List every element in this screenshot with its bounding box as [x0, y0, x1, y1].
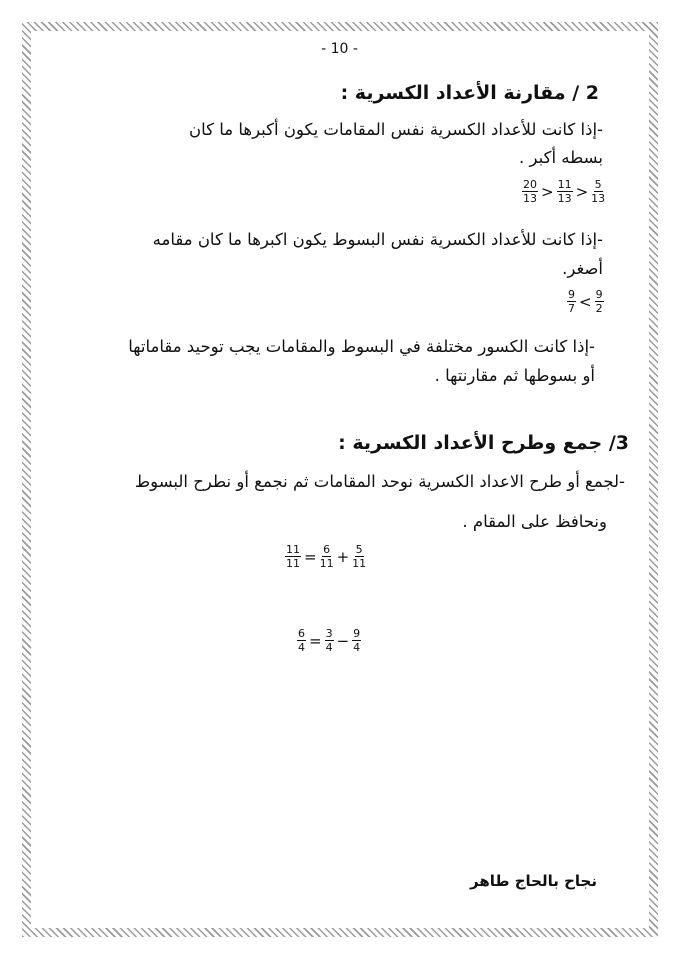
numerator: 5: [355, 543, 363, 556]
fraction: [352, 627, 361, 654]
fraction: [297, 627, 306, 654]
numerator: 9: [353, 627, 361, 640]
numerator: 11: [286, 543, 300, 556]
section2-rule3-line1: -إذا كانت الكسور مختلفة في البسوط والمقامات يجب توحيد مقاماتها: [128, 337, 595, 356]
fraction: [522, 178, 538, 205]
fraction: [595, 288, 604, 315]
denominator: 11: [286, 557, 300, 570]
numerator: 6: [298, 627, 305, 640]
denominator: 4: [353, 641, 361, 654]
fraction: [325, 627, 334, 654]
denominator: 13: [591, 192, 606, 205]
denominator: 4: [298, 641, 305, 654]
section3-example2: [296, 627, 362, 654]
operator: −: [336, 631, 350, 650]
section2-rule1-line2: بسطه أكبر .: [519, 148, 603, 167]
operator: <: [579, 292, 592, 311]
fraction: [567, 288, 576, 315]
section2-example1: [521, 178, 606, 205]
numerator: 9: [568, 288, 575, 301]
denominator: 13: [557, 192, 572, 205]
operator: =: [309, 631, 322, 650]
numerator: 20: [523, 178, 537, 191]
fraction: [285, 543, 301, 570]
section3-title: 3/ جمع وطرح الأعداد الكسرية :: [338, 432, 629, 454]
numerator: 3: [325, 627, 333, 640]
section2-title: 2 / مقارنة الأعداد الكسرية :: [340, 82, 599, 104]
numerator: 5: [594, 178, 602, 191]
fraction: [591, 178, 605, 205]
denominator: 11: [319, 557, 334, 570]
section2-rule1-line1: -إذا كانت للأعداد الكسرية نفس المقامات يكون أكبرها ما كان: [188, 120, 603, 139]
denominator: 11: [352, 557, 367, 570]
section2-rule3-line2: أو بسوطها ثم مقارنتها .: [434, 366, 595, 385]
author-signature: نجاح بالحاج طاهر: [470, 872, 597, 890]
page-number: - 10 -: [321, 41, 358, 57]
operator: =: [304, 547, 317, 566]
section3-example1: [284, 543, 367, 570]
fraction: [352, 543, 366, 570]
numerator: 11: [557, 178, 572, 191]
denominator: 7: [568, 302, 575, 315]
operator: >: [575, 182, 589, 201]
section3-rule-line1: -لجمع أو طرح الاعداد الكسرية نوحد المقامات ثم نجمع أو نطرح البسوط: [134, 472, 625, 491]
section2-example2: [566, 288, 605, 315]
section2-rule2-line1: -إذا كانت للأعداد الكسرية نفس البسوط يكون اكبرها ما كان مقامه: [152, 230, 603, 249]
fraction: [320, 543, 334, 570]
operator: +: [336, 547, 350, 566]
denominator: 13: [523, 192, 537, 205]
operator: >: [541, 182, 554, 201]
denominator: 4: [325, 641, 333, 654]
section3-rule-line2: ونحافظ على المقام .: [462, 512, 607, 531]
section2-rule2-line2: أصغر.: [562, 259, 603, 278]
fraction: [557, 178, 573, 205]
numerator: 9: [595, 288, 603, 301]
numerator: 6: [323, 543, 331, 556]
denominator: 2: [595, 302, 603, 315]
